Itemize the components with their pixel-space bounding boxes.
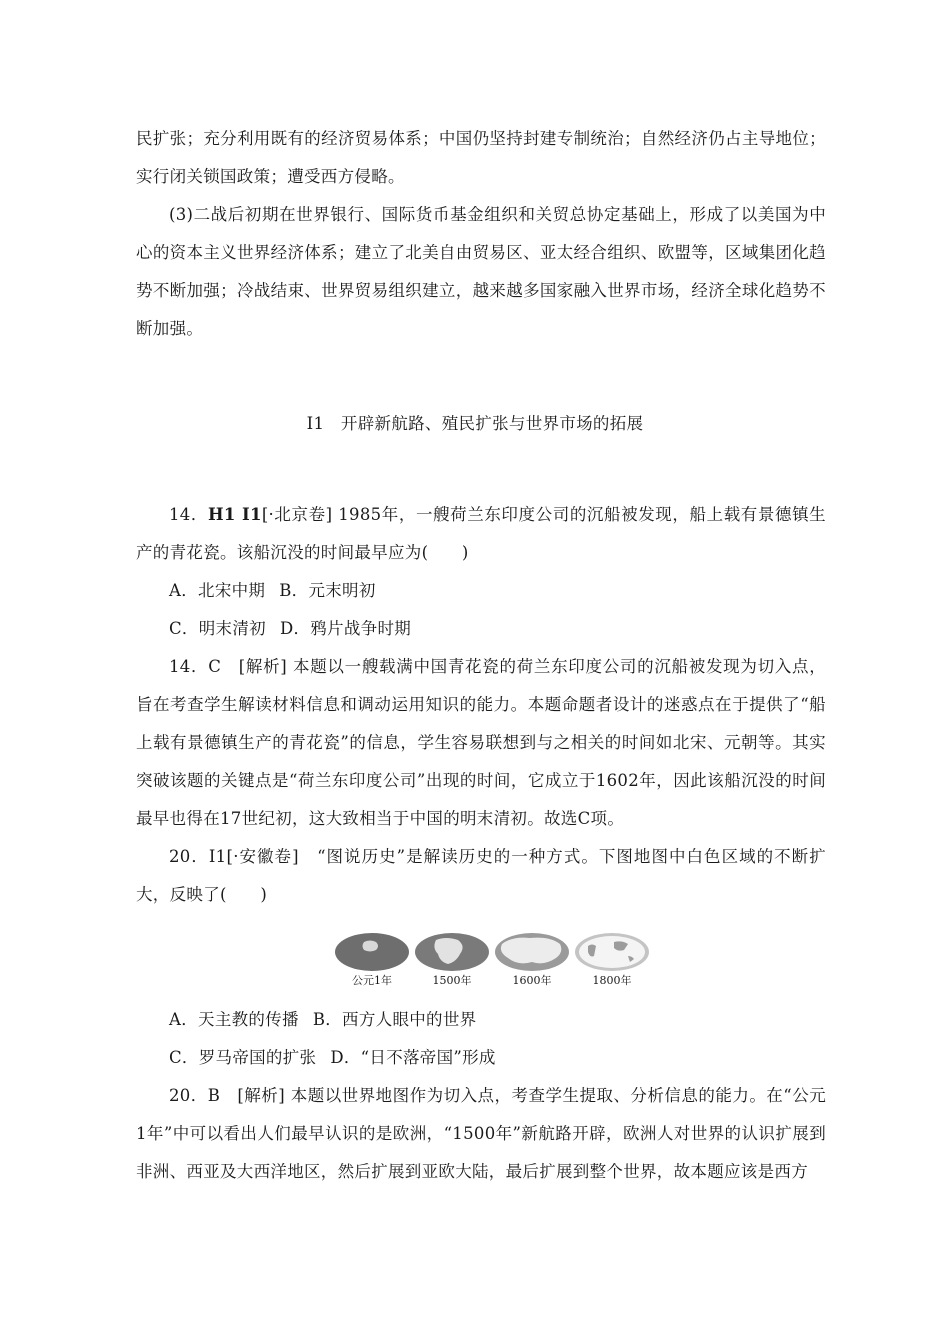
map-year-1 xyxy=(334,932,410,994)
map-caption: 1800年 xyxy=(592,974,632,987)
question-14-answer: 14．C [解析] 本题以一艘载满中国青花瓷的荷兰东印度公司的沉船被发现为切入点，旨在考查学生解读材料信息和调动运用知识的能力。本题命题者设计的迷惑点在于提供了“船上载有景德镇生产的青花瓷”的信息，学生容易联想到与之相关的时间如北宋、元朝等。其实突破该题的关键点是“荷兰东印度公司”出现的时间，它成立于1602年，因此该船沉没的时间最早也得在17世纪初，这大致相当于中国的明末清初。故选C项。 xyxy=(136,657,826,828)
question-14-source: [·北京卷] xyxy=(261,505,333,524)
question-20-number: 20． xyxy=(169,847,209,866)
question-20-tags: I1 xyxy=(208,847,227,866)
map-caption: 公元1年 xyxy=(352,974,392,987)
question-14-tags: H1 I1 xyxy=(208,505,262,524)
question-14-options-row-2 xyxy=(169,610,411,648)
question-20-option-d: D．“日不落帝国”形成 xyxy=(330,1048,496,1067)
question-14-option-b: B．元末明初 xyxy=(279,581,376,600)
question-20-option-a: A．天主教的传播 xyxy=(169,1010,299,1029)
paragraph-continued: 民扩张；充分利用既有的经济贸易体系；中国仍坚持封建专制统治；自然经济仍占主导地位；实行闭关锁国政策；遭受西方侵略。 xyxy=(136,129,826,186)
map-year-1600 xyxy=(494,932,570,994)
known-region xyxy=(363,941,379,952)
question-20-text: “图说历史”是解读历史的一种方式。下图地图中白色区域的不断扩大，反映了( ) xyxy=(136,847,826,904)
question-14-options-row-1 xyxy=(169,572,376,610)
map-caption: 1600年 xyxy=(512,974,552,987)
question-20-stem xyxy=(136,838,826,914)
section-title: 开辟新航路、殖民扩张与世界市场的拓展 xyxy=(340,414,644,433)
question-14-option-d: D．鸦片战争时期 xyxy=(279,619,412,638)
paragraph-point-3: (3)二战后初期在世界银行、国际货币基金组织和关贸总协定基础上，形成了以美国为中心的资本主义世界经济体系；建立了北美自由贸易区、亚太经合组织、欧盟等，区域集团化趋势不断加强；冷战结束、世界贸易组织建立，越来越多国家融入世界市场，经济全球化趋势不断加强。 xyxy=(136,205,826,338)
question-20-option-c: C．罗马帝国的扩张 xyxy=(169,1048,317,1067)
question-14-text: 1985年，一艘荷兰东印度公司的沉船被发现，船上载有景德镇生产的青花瓷。该船沉没的时间最早应为( ) xyxy=(136,505,826,562)
question-14-stem xyxy=(136,496,826,572)
world-map-icon xyxy=(334,932,410,972)
question-20-source: [·安徽卷] xyxy=(226,847,299,866)
section-code: I1 xyxy=(306,414,325,433)
section-heading xyxy=(0,405,950,443)
world-map-icon xyxy=(574,932,650,972)
question-14-option-c: C．明末清初 xyxy=(169,619,266,638)
question-20-option-b: B．西方人眼中的世界 xyxy=(312,1010,477,1029)
question-20-options-row-2 xyxy=(169,1039,496,1077)
question-14-option-a: A．北宋中期 xyxy=(169,581,266,600)
world-map-icon xyxy=(414,932,490,972)
world-map-icon xyxy=(494,932,570,972)
world-map-figure xyxy=(334,932,650,994)
question-20-options-row-1 xyxy=(169,1001,476,1039)
map-background xyxy=(335,933,409,971)
map-year-1500 xyxy=(414,932,490,994)
question-14-number: 14． xyxy=(169,505,208,524)
map-year-1800 xyxy=(574,932,650,994)
question-20-answer: 20．B [解析] 本题以世界地图作为切入点，考查学生提取、分析信息的能力。在“公元1年”中可以看出人们最早认识的是欧洲，“1500年”新航路开辟，欧洲人对世界的认识扩展到非洲、西亚及大西洋地区，然后扩展到亚欧大陆，最后扩展到整个世界，故本题应该是西方 xyxy=(136,1086,826,1181)
map-caption: 1500年 xyxy=(432,974,472,987)
